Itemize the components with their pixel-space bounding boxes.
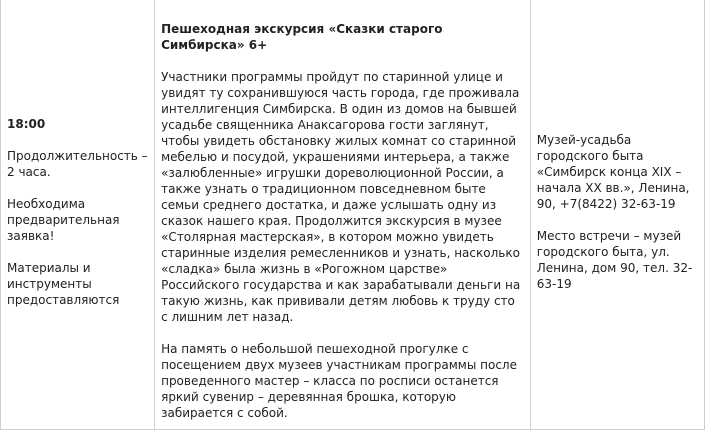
event-duration: Продолжительность – 2 часа. bbox=[7, 149, 148, 179]
souvenir-note: На память о небольшой пешеходной прогулке с посещением двух музеев участникам программы после проведенного мастер – класса по росписи останется яркий сувенир – деревянная брошка, которую забирается с собой. bbox=[161, 342, 517, 420]
description-cell bbox=[155, 0, 531, 430]
meeting-point: Место встречи – музей городского быта, ул. Ленина, дом 90, тел. 32-63-19 bbox=[536, 229, 693, 291]
event-title: Пешеходная экскурсия «Сказки старого Симбирска» 6+ bbox=[161, 22, 443, 52]
venue-address: Музей-усадьба городского быта «Симбирск конца XIX – начала XX вв.», Ленина, 90, +7(8422) 32-63-19 bbox=[536, 133, 690, 211]
event-description: Участники программы пройдут по старинной улице и увидят ту сохранившуюся часть города, где проживала интеллигенция Симбирска. В один из домов на бывшей усадьбе священника Анаксагорова гости заглянут, чтобы увидеть обстановку жилых комнат со старинной мебелью и посудой, украшениями интерьера, а также «залюбленные» игрушки дореволюционной России, а также узнать о традиционном повседневном быте семьи среднего достатка, и даже услышать одну из сказок нашего края. Продолжится экскурсия в музее «Столярная мастерская», в котором можно увидеть старинные изделия ремесленников и узнать, насколько «сладка» была жизнь в «Рогожном царстве» Российского государства и как зарабатывали деньги на такую жизнь, как прививали детям любовь к труду сто с лишним лет назад. bbox=[161, 70, 521, 324]
venue-cell bbox=[530, 0, 704, 430]
registration-note: Необходима предварительная заявка! bbox=[7, 197, 120, 243]
table-row bbox=[1, 0, 705, 430]
event-time: 18:00 bbox=[7, 117, 46, 131]
materials-note: Материалы и инструменты предоставляются bbox=[7, 261, 120, 307]
time-cell bbox=[1, 0, 155, 430]
